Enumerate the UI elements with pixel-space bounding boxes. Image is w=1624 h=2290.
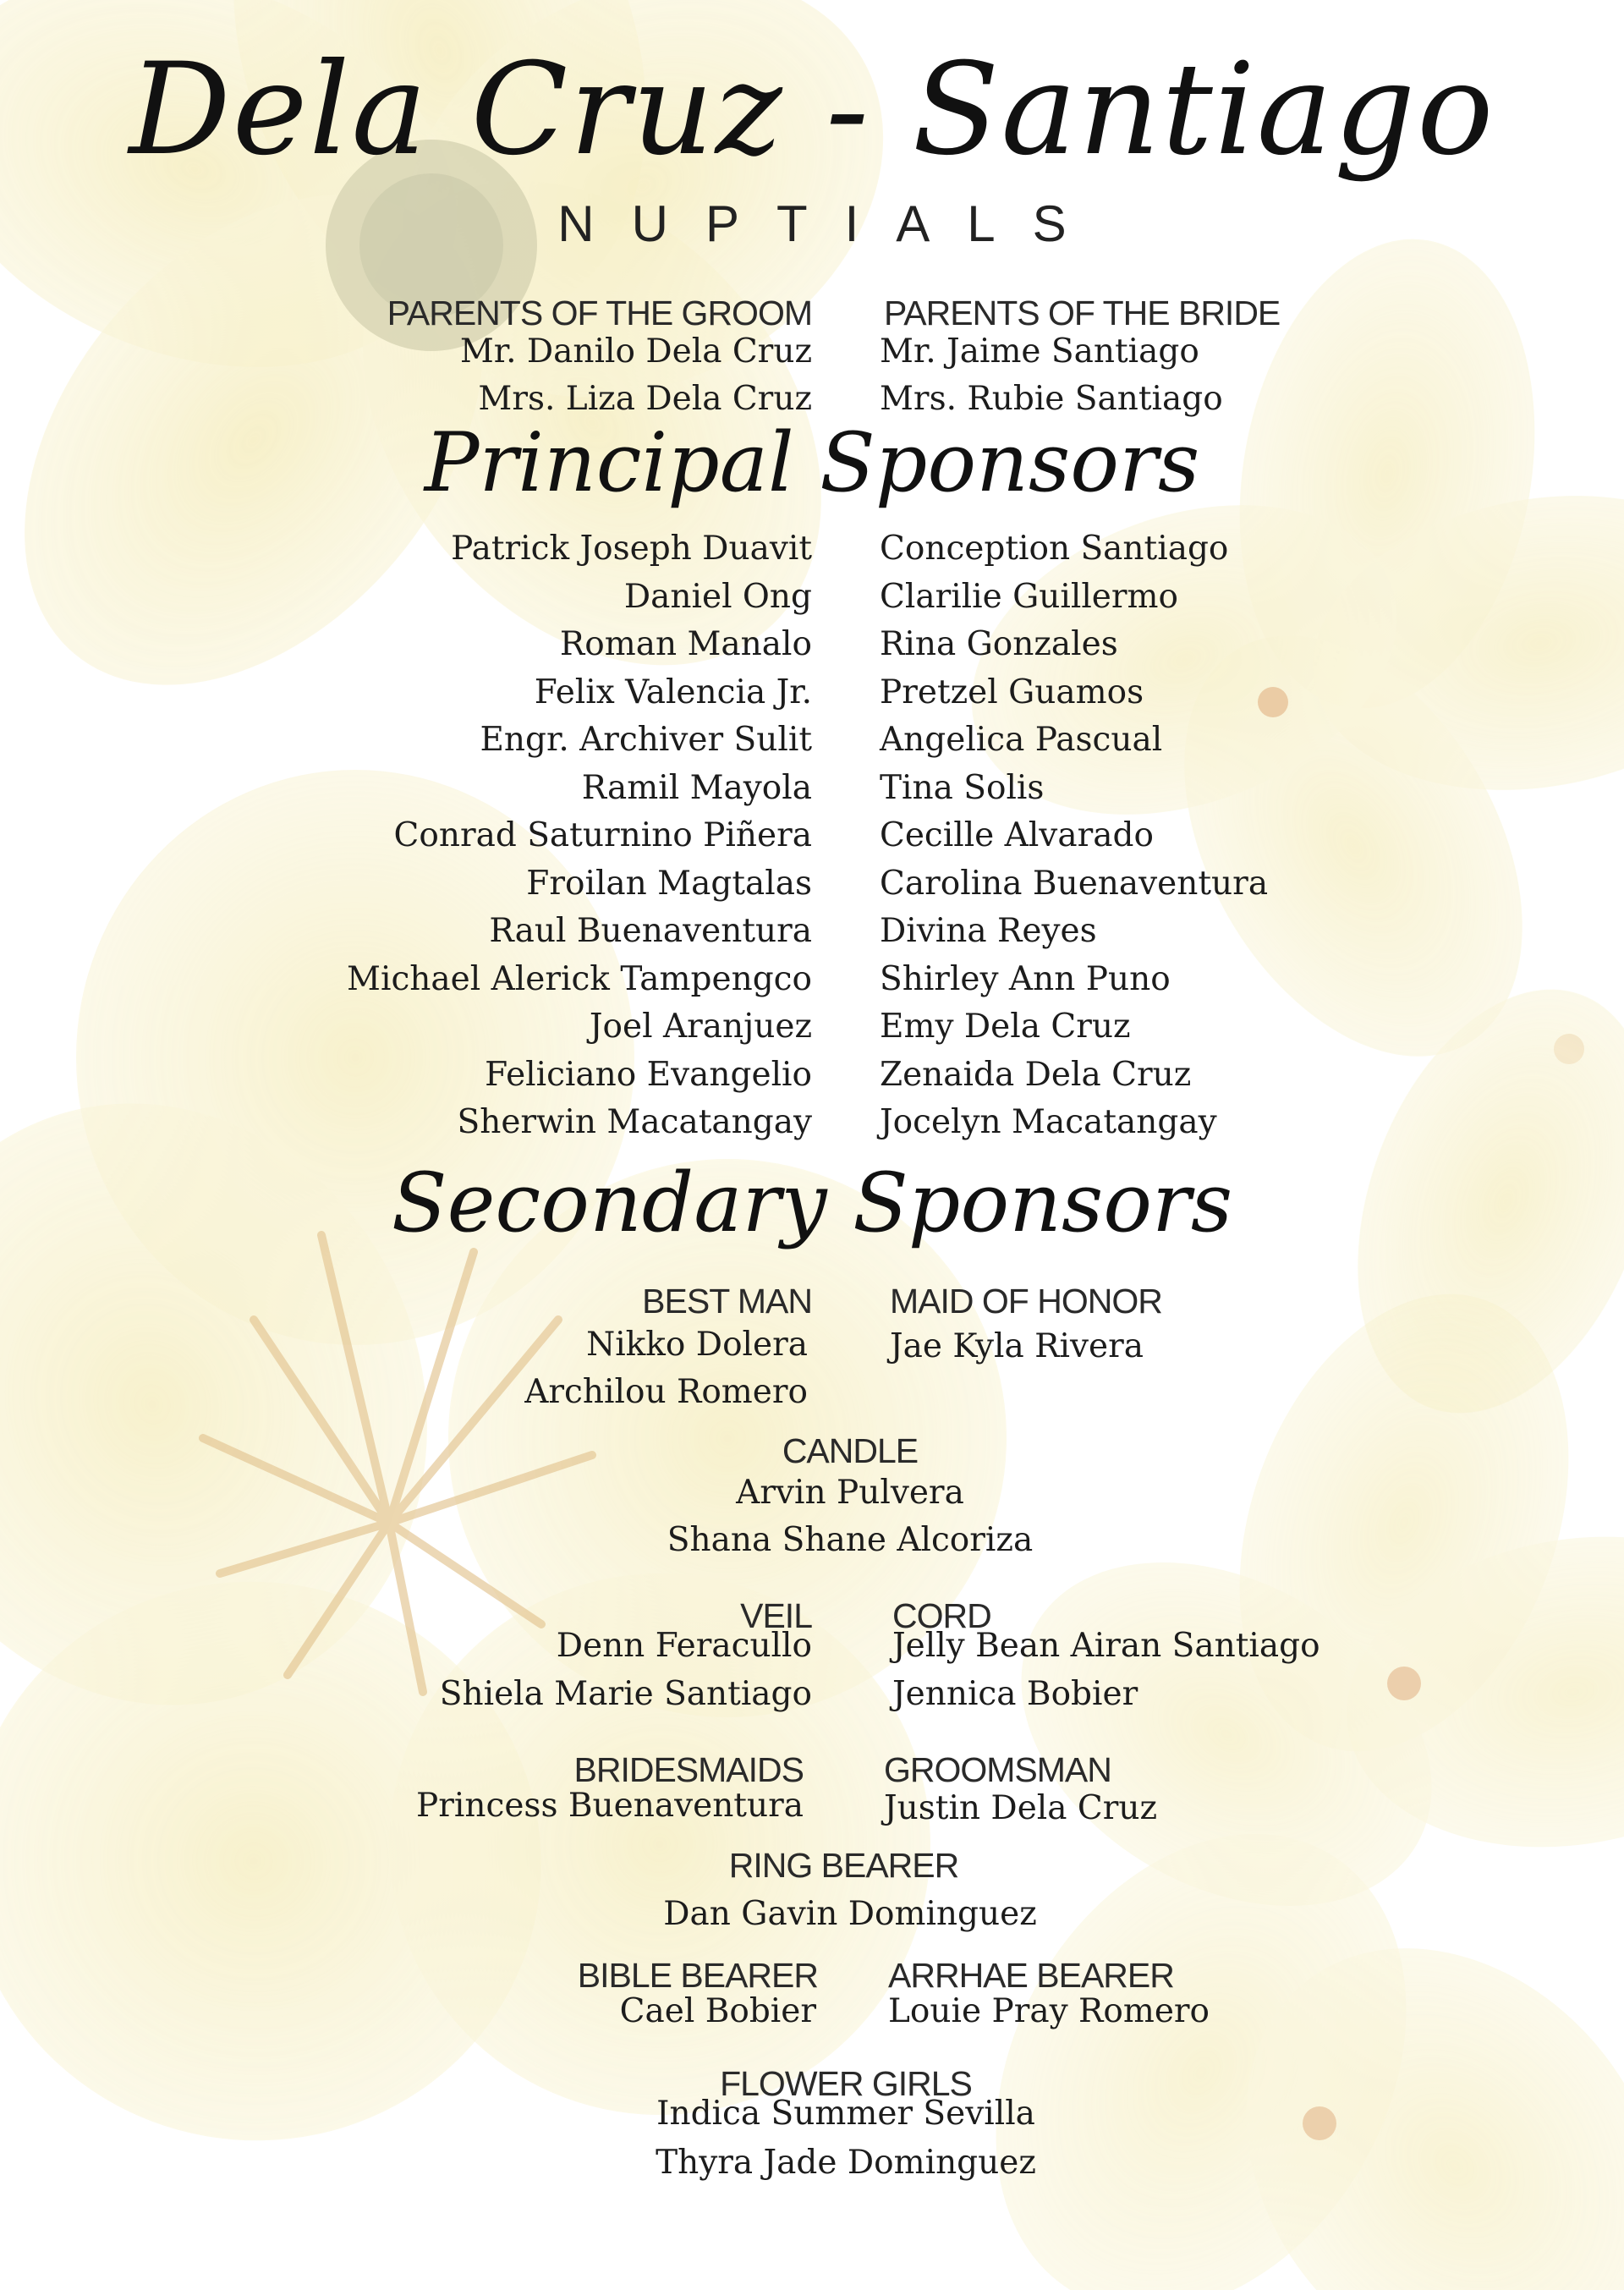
veil-name: Shiela Marie Santiago xyxy=(439,1675,812,1713)
principal-sponsor-name: Raul Buenaventura xyxy=(489,912,812,950)
maid-of-honor-label: MAID OF HONOR xyxy=(890,1282,1162,1321)
principal-sponsor-name: Divina Reyes xyxy=(880,912,1097,950)
best-man-label: BEST MAN xyxy=(642,1282,812,1321)
principal-sponsor-name: Conrad Saturnino Piñera xyxy=(393,816,812,854)
principal-sponsor-name: Pretzel Guamos xyxy=(880,673,1144,711)
principal-sponsor-name: Cecille Alvarado xyxy=(880,816,1154,854)
best-man-name: Archilou Romero xyxy=(524,1373,808,1411)
principal-sponsor-name: Joel Aranjuez xyxy=(589,1008,812,1046)
principal-sponsors-left-list xyxy=(347,525,812,1147)
principal-sponsor-name: Shirley Ann Puno xyxy=(880,959,1171,998)
arrhae-bearer-name: Louie Pray Romero xyxy=(888,1992,1210,2030)
flower-girl-name: Thyra Jade Dominguez xyxy=(656,2144,1036,2182)
principal-sponsor-name: Roman Manalo xyxy=(559,625,812,663)
parent-bride-name: Mrs. Rubie Santiago xyxy=(880,380,1223,418)
principal-sponsor-name: Tina Solis xyxy=(880,768,1045,807)
veil-name: Denn Feracullo xyxy=(556,1627,812,1665)
secondary-sponsors-heading: Secondary Sponsors xyxy=(391,1156,1233,1250)
principal-sponsor-name: Patrick Joseph Duavit xyxy=(451,530,812,568)
principal-sponsor-name: Feliciano Evangelio xyxy=(485,1055,812,1094)
principal-sponsor-name: Angelica Pascual xyxy=(880,721,1163,759)
principal-sponsor-name: Carolina Buenaventura xyxy=(880,864,1269,903)
bible-bearer-label: BIBLE BEARER xyxy=(577,1956,818,1995)
cord-label: CORD xyxy=(892,1596,991,1635)
groomsman-label: GROOMSMAN xyxy=(884,1750,1111,1789)
parents-groom-label: PARENTS OF THE GROOM xyxy=(387,294,812,332)
parent-groom-name: Mr. Danilo Dela Cruz xyxy=(459,332,812,371)
principal-sponsor-name: Froilan Magtalas xyxy=(526,864,812,903)
principal-sponsor-name: Engr. Archiver Sulit xyxy=(480,721,812,759)
page-title: Dela Cruz - Santiago xyxy=(129,36,1495,184)
cord-name: Jennica Bobier xyxy=(892,1675,1138,1713)
principal-sponsor-name: Conception Santiago xyxy=(880,530,1229,568)
principal-sponsors-heading: Principal Sponsors xyxy=(424,415,1200,510)
best-man-name: Nikko Dolera xyxy=(586,1326,808,1364)
parent-groom-name: Mrs. Liza Dela Cruz xyxy=(478,380,812,418)
principal-sponsor-name: Felix Valencia Jr. xyxy=(534,673,812,711)
principal-sponsor-name: Sherwin Macatangay xyxy=(457,1103,812,1141)
parent-bride-name: Mr. Jaime Santiago xyxy=(880,332,1199,371)
principal-sponsors-right-list xyxy=(880,525,1268,1147)
candle-name: Arvin Pulvera xyxy=(736,1474,964,1512)
flower-girls-label: FLOWER GIRLS xyxy=(720,2064,972,2103)
principal-sponsor-name: Jocelyn Macatangay xyxy=(880,1103,1217,1141)
veil-label: VEIL xyxy=(740,1596,812,1635)
bridesmaids-label: BRIDESMAIDS xyxy=(573,1750,804,1789)
maid-of-honor-name: Jae Kyla Rivera xyxy=(890,1327,1144,1365)
groomsman-name: Justin Dela Cruz xyxy=(884,1789,1158,1827)
cord-name: Jelly Bean Airan Santiago xyxy=(892,1627,1320,1665)
parents-bride-label: PARENTS OF THE BRIDE xyxy=(884,294,1281,332)
principal-sponsor-name: Daniel Ong xyxy=(623,577,812,616)
principal-sponsor-name: Clarilie Guillermo xyxy=(880,577,1178,616)
principal-sponsor-name: Zenaida Dela Cruz xyxy=(880,1055,1192,1094)
bible-bearer-name: Cael Bobier xyxy=(619,1992,816,2030)
ring-bearer-label: RING BEARER xyxy=(728,1846,959,1885)
principal-sponsor-name: Emy Dela Cruz xyxy=(880,1008,1131,1046)
flower-girl-name: Indica Summer Sevilla xyxy=(656,2095,1035,2133)
page-subtitle: NUPTIALS xyxy=(557,195,1104,252)
arrhae-bearer-label: ARRHAE BEARER xyxy=(888,1956,1174,1995)
bridesmaid-name: Princess Buenaventura xyxy=(416,1787,804,1825)
candle-name: Shana Shane Alcoriza xyxy=(667,1521,1034,1559)
principal-sponsor-name: Rina Gonzales xyxy=(880,625,1118,663)
candle-label: CANDLE xyxy=(782,1431,919,1470)
principal-sponsor-name: Ramil Mayola xyxy=(581,768,812,807)
principal-sponsor-name: Michael Alerick Tampengco xyxy=(347,959,812,998)
ring-bearer-name: Dan Gavin Dominguez xyxy=(663,1895,1037,1933)
